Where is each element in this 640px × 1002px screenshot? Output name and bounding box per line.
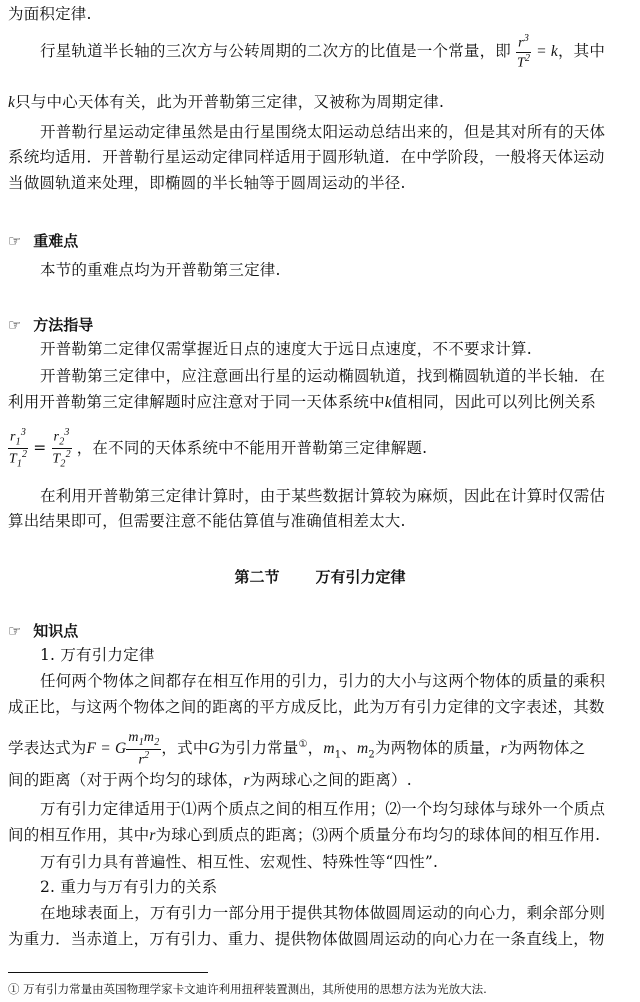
paragraph-line: 为面积定律. (8, 5, 92, 23)
paragraph-line: 学表达式为F = G $\frac{m_1m_2}{r^2}$ ，式中G为引力常量①，$m_1$、$m_2$为两物体的质量，r为两物体之 (8, 730, 586, 768)
footnote-divider (8, 972, 208, 973)
paragraph-line: 开普勒行星运动定律虽然是由行星围绕太阳运动总结出来的，但是其对所有的天体 (40, 123, 606, 141)
paragraph-line: 本节的重难点均为开普勒第三定律. (40, 261, 281, 279)
paragraph-line: 行星轨道半长轴的三次方与公转周期的二次方的比值是一个常量，即 $\frac{r^3}{T^2}$ = k，其中 (40, 34, 606, 71)
paragraph-line: 系统均适用．开普勒行星运动定律同样适用于圆形轨道．在中学阶段，一般将天体运动 (8, 148, 605, 166)
paragraph-line: $\frac{r_1^3}{T_1^2}$ = $\frac{r_2^3}{T_2^2}$ ，在不同的天体系统中不能用开普勒第三定律解题. (8, 428, 428, 470)
paragraph-line: 在利用开普勒第三定律计算时，由于某些数据计算较为麻烦，因此在计算时仅需估 (40, 487, 606, 505)
paragraph-line: 间的距离（对于两个均匀的球体，r为两球心之间的距离）. (8, 771, 412, 789)
paragraph-line: 在地球表面上，万有引力一部分用于提供其物体做圆周运动的向心力，剩余部分则 (40, 904, 606, 922)
pointing-hand-icon: ☞ (8, 316, 22, 334)
paragraph-line: 开普勒第二定律仅需掌握近日点的速度大于远日点速度，不不要求计算. (40, 340, 532, 358)
paragraph-line: 万有引力具有普遍性、相互性、宏观性、特殊性等“四性”. (40, 853, 439, 871)
subheading: 2. 重力与万有引力的关系 (40, 878, 218, 896)
footnote: ① 万有引力常量由英国物理学家卡文迪许利用扭秤装置测出，其所使用的思想方法为光放大法. (8, 982, 487, 996)
paragraph-line: 算出结果即可，但需要注意不能估算值与准确值相差太大. (8, 512, 406, 530)
paragraph-line: 任何两个物体之间都存在相互作用的引力，引力的大小与这两个物体的质量的乘积 (40, 672, 606, 690)
heading-method: ☞ 方法指导 (8, 316, 94, 334)
paragraph-line: k只与中心天体有关，此为开普勒第三定律，又被称为周期定律. (8, 93, 445, 111)
ratio-formula-right: $\frac{r_2^3}{T_2^2}$ (52, 428, 71, 470)
paragraph-line: 开普勒第三定律中，应注意画出行星的运动椭圆轨道，找到椭圆轨道的半长轴．在 (40, 367, 606, 385)
section-title: 第二节 万有引力定律 (234, 568, 406, 586)
paragraph-line: 利用开普勒第三定律解题时应注意对于同一天体系统中k值相同，因此可以列比例关系 (8, 393, 597, 411)
pointing-hand-icon: ☞ (8, 232, 22, 250)
kepler-formula: $\frac{r^3}{T^2}$ (516, 34, 531, 71)
heading-knowledge: ☞ 知识点 (8, 622, 79, 640)
subheading: 1. 万有引力定律 (40, 646, 155, 664)
ratio-formula-left: $\frac{r_1^3}{T_1^2}$ (8, 428, 28, 470)
gravitation-formula: $\frac{m_1m_2}{r^2}$ (128, 730, 160, 768)
paragraph-line: 万有引力定律适用于⑴两个质点之间的相互作用；⑵一个均匀球体与球外一个质点 (40, 800, 606, 818)
paragraph-line: 间的相互作用，其中r为球心到质点的距离；⑶两个质量分布均匀的球体间的相互作用. (8, 826, 601, 844)
paragraph-line: 成正比，与这两个物体之间的距离的平方成反比，此为万有引力定律的文字表述，其数 (8, 698, 605, 716)
paragraph-line: 当做圆轨道来处理，即椭圆的半长轴等于圆周运动的半径. (8, 174, 406, 192)
heading-difficulty: ☞ 重难点 (8, 232, 79, 250)
pointing-hand-icon: ☞ (8, 622, 22, 640)
paragraph-line: 为重力．当赤道上，万有引力、重力、提供物体做圆周运动的向心力在一条直线上，物 (8, 930, 605, 948)
